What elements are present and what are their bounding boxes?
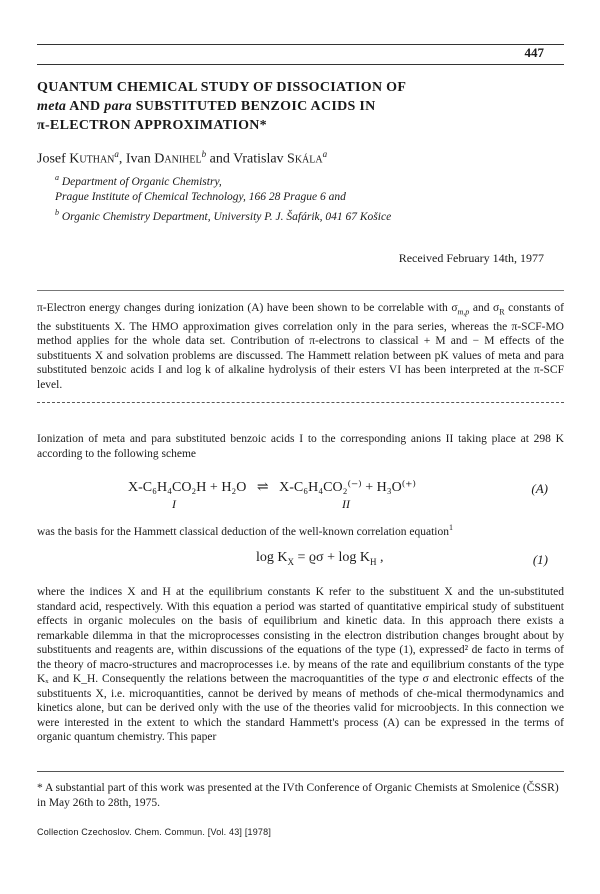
intro-paragraph: Ionization of meta and para substituted benzoic acids I to the corresponding anions II taking place at 298 K according to the following scheme	[37, 433, 564, 460]
page-number: 447	[524, 45, 544, 60]
equation-1-label: (1)	[532, 552, 548, 567]
equation-a: X-C₆H₄CO₂H + H₂O ⇌ X-C₆H₄CO₂⁽⁻⁾ + H₃O⁽⁺⁾	[128, 480, 416, 495]
affiliations	[55, 170, 391, 225]
title-line-1: QUANTUM CHEMICAL STUDY OF DISSOCIATION OF	[37, 80, 407, 95]
paragraph-3: where the indices X and H at the equilibrium constants K refer to the substituent X and the un-substituted standard acid, respectively. With this equation a period was started of quantitative empirical study of substituent effects in organic molecules on the basis of equilibrium and kinetic data. In this approach there exists a remarkable dilemma in that the microprocesses consisting in the electron distribution changes brought about by substituents and reagents are, within discussions of the equations of the type (1), expressed² de facto in terms of the theory of macro-structures and macroprocesses i.e. by means of the rate and equilibrium constants of the type Kₓ and K_H. Consequently the relations between the macroquantities of the type σ and electronic effects of the substituents X, i.e. microquantities, cannot be derived by means of methods of che-mical thermodynamics and kinetics alone, but can be derived only with the use of the theories valid for microobjects. In this connection we were interested in the extent to which the standard Hammett's process (A) can be expressed in the terms of organic quantum chemistry. This paper	[37, 586, 564, 743]
abstract-bottom-rule	[37, 402, 564, 403]
title-line-2: meta AND para SUBSTITUTED BENZOIC ACIDS IN	[37, 99, 376, 114]
author-list: Josef Kuthan$^a$, Ivan Danihel$^b$ and Vratislav Skála$^a$	[37, 149, 328, 167]
equation-a-label: (A)	[531, 481, 548, 496]
received-date: Received February 14th, 1977	[398, 251, 544, 265]
abstract-top-rule	[37, 290, 564, 291]
header-rule	[37, 64, 564, 65]
affiliation-b: $^b$ Organic Chemistry Department, University P. J. Šafárik, 041 67 Košice	[55, 207, 392, 223]
paragraph-2: was the basis for the Hammett classical deduction of the well-known correlation equation$^1$	[37, 523, 453, 538]
footnote-rule	[37, 771, 564, 772]
journal-footer: Collection Czechoslov. Chem. Commun. [Vol. 43] [1978]	[37, 827, 272, 837]
title-line-3: π-ELECTRON APPROXIMATION*	[37, 118, 267, 133]
top-rule	[37, 44, 564, 45]
label-compound-ii: II	[342, 497, 350, 511]
label-compound-i: I	[172, 497, 176, 511]
article-title	[37, 78, 557, 135]
footnote: * A substantial part of this work was presented at the IVth Conference of Organic Chemists at Smolenice (ČSSR) in May 26th to 28th, 1975.	[37, 782, 559, 809]
affiliation-a: $^a$ Department of Organic Chemistry,	[55, 173, 222, 188]
affiliation-a-line2: Prague Institute of Chemical Technology, 166 28 Prague 6 and	[55, 190, 346, 203]
abstract: π-Electron energy changes during ionization (A) have been shown to be correlable with $\sigma_{m,p}$ and $\sigma_R$ constants of the substituents X. The HMO approximation gives correlation only in the para series, whereas the π-SCF-MO method applies for the whole data set. Contribution of π-electrons to classical + M and − M effects of the substituents X and solvation problems are discussed. The Hammett relation between pK values of meta and para substituted benzoic acids I and log k of alkaline hydrolysis of their esters VI has been interpreted at the π-SCF level.	[37, 302, 564, 391]
equation-1: $\log K_X = ϱ\sigma + \log K_H$ ,	[256, 550, 384, 567]
